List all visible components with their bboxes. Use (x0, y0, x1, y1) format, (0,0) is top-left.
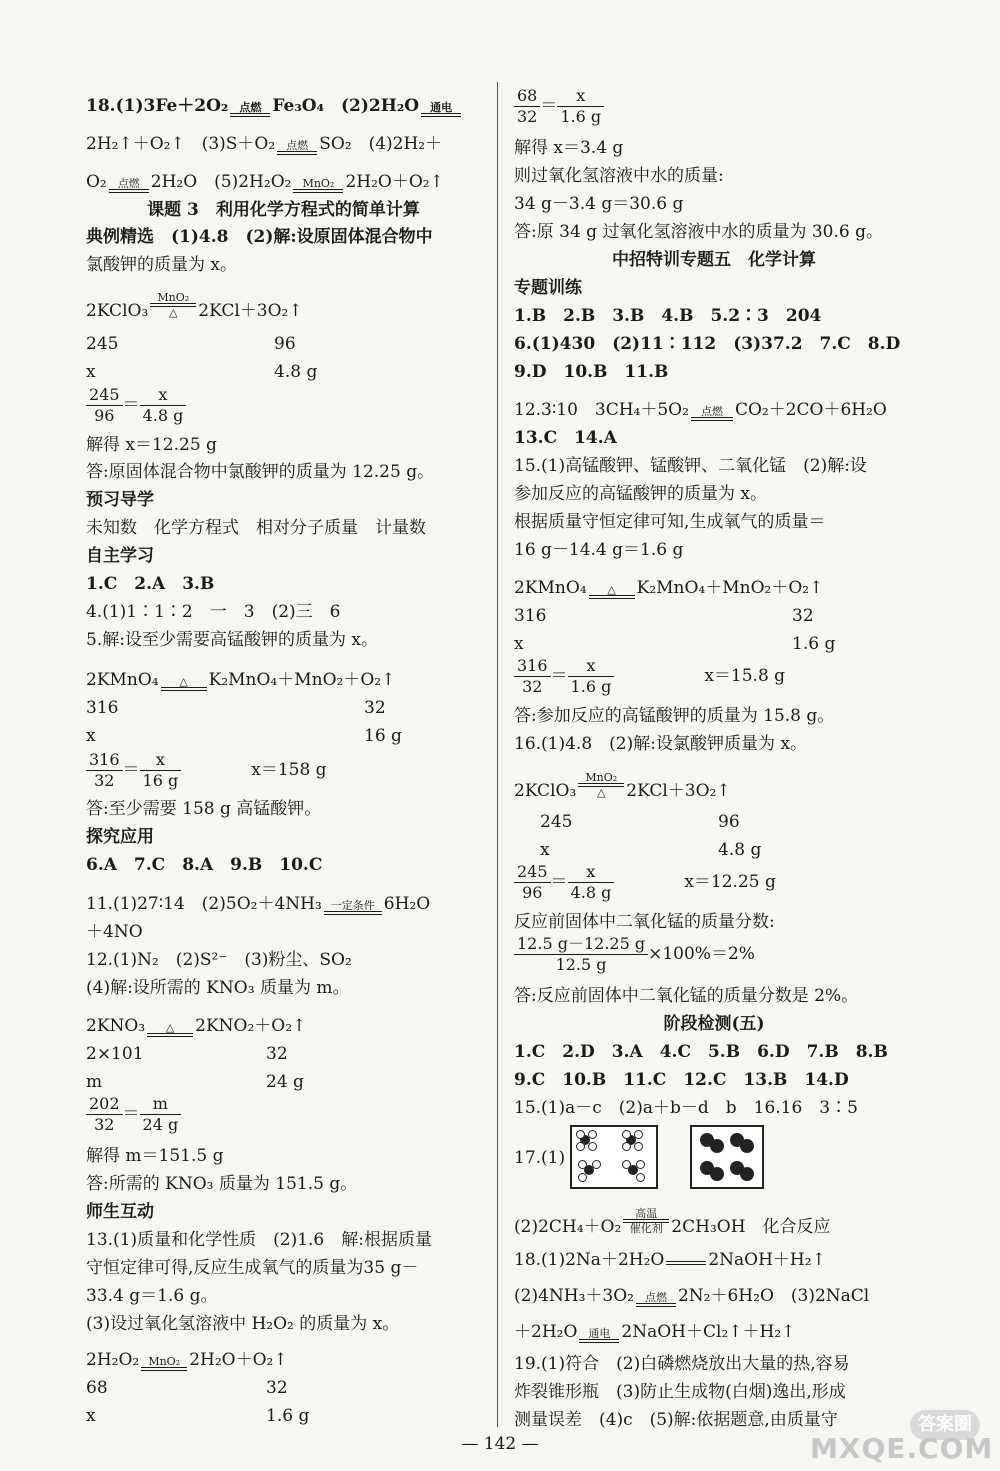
text: Fe₃O₄ (2)2H₂O (272, 96, 420, 116)
condition-bottom: △ (169, 306, 178, 319)
condition-top: 点燃 (117, 177, 140, 190)
ratio-right: 32 (266, 1378, 288, 1398)
atom-light (576, 1142, 585, 1151)
fraction (568, 862, 615, 903)
fraction (514, 862, 551, 903)
text-line: 则过氧化氢溶液中水的质量: (514, 166, 724, 186)
reaction-condition (141, 1356, 187, 1371)
condition-top: 通电 (588, 1327, 611, 1340)
result: x＝12.25 g (684, 872, 776, 892)
denominator: 32 (94, 1115, 115, 1134)
ratio-left: x (86, 362, 96, 382)
denominator: 1.6 g (560, 107, 602, 126)
text: CO₂＋2CO＋6H₂O (734, 400, 887, 420)
equals: ＝ (540, 96, 558, 116)
watermark-text: MXQE.COM (810, 1432, 994, 1465)
text: K₂MnO₄＋MnO₂＋O₂↑ (636, 578, 824, 598)
section-heading-training: 专题训练 (514, 278, 582, 298)
condition-top: 高温 (635, 1207, 658, 1220)
text-line: 34 g－3.4 g＝30.6 g (514, 194, 684, 214)
text: 2H₂↑＋O₂↑ (3)S＋O₂ (86, 134, 276, 154)
answer-line: 答:所需的 KNO₃ 质量为 151.5 g。 (86, 1174, 358, 1194)
example-line1 (86, 225, 433, 249)
ratio-left: x (540, 840, 550, 860)
answer-line: 答:至少需要 158 g 高锰酸钾。 (86, 799, 322, 819)
ratio-right: 32 (364, 698, 386, 718)
text: 2NaOH＋H₂↑ (708, 1250, 826, 1270)
reaction-condition (147, 1022, 193, 1037)
numerator: 68 (514, 86, 540, 107)
reaction-condition (666, 1261, 706, 1265)
reaction-condition (623, 1208, 669, 1234)
answer-13-line2: 守恒定律可得,反应生成氧气的质量为35 g－ (86, 1258, 419, 1278)
reaction-condition (150, 292, 196, 318)
reaction-condition (636, 1292, 676, 1307)
solve-line: 解得 x＝12.25 g (86, 435, 217, 455)
ratio-left: 316 (86, 698, 119, 718)
fraction (514, 86, 540, 127)
section-heading-interaction: 师生互动 (86, 1202, 154, 1222)
answer-12-4: (4)解:设所需的 KNO₃ 质量为 m。 (86, 978, 350, 998)
fraction (86, 750, 123, 791)
denominator: 24 g (142, 1115, 179, 1134)
numerator: x (568, 656, 615, 677)
condition-top: △ (607, 583, 616, 596)
answer-11-cont: ＋4NO (86, 922, 143, 942)
answers-6-8: 6.(1)430 (2)11∶112 (3)37.2 7.C 8.D (514, 334, 901, 354)
molecule-box-left (570, 1125, 658, 1189)
text: 2NaOH＋Cl₂↑＋H₂↑ (621, 1322, 796, 1342)
fraction (514, 656, 551, 697)
reaction-condition (578, 772, 624, 798)
atom-light (578, 1173, 587, 1182)
text: 2KNO₂＋O₂↑ (195, 1016, 307, 1036)
answers-9-11: 9.D 10.B 11.B (514, 362, 669, 382)
denominator: 96 (522, 883, 543, 902)
denominator: 4.8 g (570, 883, 612, 902)
answer-17-2 (514, 1208, 831, 1239)
text: 2KClO₃ (514, 781, 577, 801)
numerator: x (568, 862, 615, 883)
atom-light (622, 1142, 631, 1151)
solve-line: 解得 x＝3.4 g (514, 138, 624, 158)
equation-kclo3 (86, 292, 303, 323)
ratio-left: 245 (86, 334, 119, 354)
ratio-left: 245 (540, 812, 573, 832)
answers-15-16: 15.(1)a－c (2)a＋b－d b 16.16 3∶5 (514, 1098, 858, 1118)
ratio-left: 68 (86, 1378, 108, 1398)
text: 18.(1)2Na＋2H₂O (514, 1250, 665, 1270)
equals: ＝ (122, 760, 140, 780)
answer-19-line2: 炸裂锥形瓶 (3)防止生成物(白烟)逸出,形成 (514, 1382, 846, 1402)
answer-15-line4: 16 g－14.4 g＝1.6 g (514, 540, 684, 560)
fraction (86, 1094, 123, 1135)
ratio-right: 32 (266, 1044, 288, 1064)
denominator: 16 g (142, 771, 179, 790)
ratio-left: x (514, 634, 524, 654)
equation-h2o2 (86, 1348, 288, 1372)
condition-top: 点燃 (239, 101, 262, 114)
answer-19-line1: 19.(1)符合 (2)白磷燃烧放出大量的热,容易 (514, 1354, 850, 1374)
text: SO₂ (4)2H₂＋ (319, 134, 443, 154)
text: 6H₂O (383, 894, 431, 914)
reaction-condition (293, 178, 343, 193)
text: ＋2H₂O (514, 1322, 578, 1342)
result: ×100%＝2% (648, 944, 755, 964)
text: (2)4NH₃＋3O₂ (514, 1286, 634, 1306)
text: 2KCl＋3O₂↑ (198, 301, 303, 321)
condition-top: 点燃 (644, 1291, 667, 1304)
answer-4: 4.(1)1∶1∶2 一 3 (2)三 6 (86, 602, 341, 622)
section-heading-special5: 中招特训专题五 化学计算 (612, 250, 816, 270)
result: x＝158 g (251, 760, 327, 780)
ratio-left: 316 (514, 606, 547, 626)
answer-5: 5.解:设至少需要高锰酸钾的质量为 x。 (86, 630, 378, 650)
answers-13-14: 13.C 14.A (514, 428, 617, 448)
section-heading-explore: 探究应用 (86, 827, 154, 847)
numerator: x (557, 86, 604, 107)
condition-bottom: 催化剂 (629, 1222, 663, 1235)
answer-18-line2 (86, 132, 442, 156)
denominator: 32 (94, 771, 115, 790)
answer-18-2 (514, 1284, 869, 1308)
ratio-right: 4.8 g (274, 362, 318, 382)
equation-kno3 (86, 1014, 306, 1038)
atom-light (592, 1160, 601, 1169)
molecule-box-right (690, 1125, 764, 1189)
fraction (568, 656, 615, 697)
atom-light (636, 1160, 645, 1169)
answers-9-14: 9.C 10.B 11.C 12.C 13.B 14.D (514, 1070, 849, 1090)
text: 2H₂O (5)2H₂O₂ (150, 172, 292, 192)
answer-13-line4: (3)设过氧化氢溶液中 H₂O₂ 的质量为 x。 (86, 1314, 400, 1334)
condition-top: △ (165, 1021, 175, 1034)
ratio-left: 2×101 (86, 1044, 144, 1064)
fraction (140, 1094, 182, 1135)
equals: ＝ (122, 395, 140, 415)
reaction-condition (277, 140, 317, 155)
atom-light (588, 1130, 597, 1139)
watermark (800, 1410, 994, 1465)
condition-bottom: △ (597, 786, 606, 799)
section-heading-stage-test: 阶段检测(五) (663, 1014, 765, 1034)
text: 2H₂O₂ (86, 1350, 140, 1370)
ratio-left: x (86, 726, 96, 746)
text: 2KCl＋3O₂↑ (626, 781, 731, 801)
text: 2H₂O＋O₂↑ (345, 172, 444, 192)
atom-dark (710, 1139, 724, 1153)
watermark-logo: 答案圈 (910, 1410, 980, 1440)
answer-16: 16.(1)4.8 (2)解:设氯酸钾质量为 x。 (514, 734, 807, 754)
answer-line: 答:原 34 g 过氧化氢溶液中水的质量为 30.6 g。 (514, 222, 883, 242)
column-divider (497, 82, 498, 1427)
ratio-right: 24 g (266, 1072, 304, 1092)
fraction (557, 86, 604, 127)
reaction-condition (589, 584, 635, 599)
answer-18-line1 (86, 94, 463, 118)
numerator: 12.5 g－12.25 g (514, 934, 648, 955)
answer-line: 答:反应前固体中二氧化锰的质量分数是 2%。 (514, 986, 859, 1006)
condition-top: 点燃 (700, 405, 723, 418)
ratio-right: 96 (718, 812, 740, 832)
text: 典例精选 (1)4.8 (2)解:设原固体混合物中 (86, 227, 433, 247)
answer-18-line3 (86, 170, 444, 194)
answers-1-3: 1.C 2.A 3.B (86, 574, 215, 594)
reaction-condition (161, 676, 207, 691)
text: 2KClO₃ (86, 301, 149, 321)
atom-dark (710, 1167, 724, 1181)
preview-answers: 未知数 化学方程式 相对分子质量 计量数 (86, 518, 426, 538)
reaction-condition (421, 102, 461, 117)
atom-light (576, 1130, 585, 1139)
answer-18-1 (514, 1248, 826, 1272)
condition-top: MnO₂ (148, 1355, 181, 1368)
text: O₂ (86, 172, 107, 192)
equals: ＝ (550, 666, 568, 686)
text-line: 反应前固体中二氧化锰的质量分数: (514, 912, 775, 932)
fraction-line (514, 862, 776, 903)
condition-top: MnO₂ (302, 177, 335, 190)
condition-top: 一定条件 (330, 899, 375, 912)
condition-top: MnO₂ (585, 771, 618, 784)
ratio-right: 1.6 g (792, 634, 836, 654)
answer-19-line3: 测量误差 (4)c (5)解:依据题意,由质量守 (514, 1410, 838, 1430)
atom-light (622, 1130, 631, 1139)
answer-15-line2: 参加反应的高锰酸钾的质量为 x。 (514, 484, 767, 504)
fraction (86, 385, 123, 426)
numerator: 245 (514, 862, 551, 883)
condition-top: 点燃 (286, 139, 309, 152)
equals: ＝ (122, 1104, 140, 1124)
text: 2KMnO₄ (514, 578, 587, 598)
text: 2KNO₃ (86, 1016, 146, 1036)
equation-kclo3 (514, 772, 731, 803)
reaction-condition (579, 1328, 619, 1343)
ratio-right: 4.8 g (718, 840, 762, 860)
numerator: 245 (86, 385, 123, 406)
fraction-line (86, 750, 327, 791)
section-heading-self-study: 自主学习 (86, 546, 154, 566)
text: 2KMnO₄ (86, 670, 159, 690)
equals: ＝ (550, 872, 568, 892)
condition-top: MnO₂ (157, 291, 190, 304)
atom-light (634, 1130, 643, 1139)
fraction-line (514, 656, 785, 697)
numerator: x (140, 385, 187, 406)
page-number: — 142 — (461, 1434, 539, 1454)
numerator: 316 (86, 750, 123, 771)
answer-18-3 (514, 1320, 795, 1344)
text: (2)2CH₄＋O₂ (514, 1217, 622, 1237)
numerator: m (140, 1094, 182, 1115)
ratio-right: 16 g (364, 726, 402, 746)
section-heading-topic3: 课题 3 利用化学方程式的简单计算 (147, 200, 420, 220)
fraction-line (86, 385, 186, 426)
atom-light (636, 1173, 645, 1182)
reaction-condition (109, 178, 149, 193)
denominator: 32 (517, 107, 538, 126)
fraction (140, 750, 182, 791)
atom-light (578, 1160, 587, 1169)
atom-dark (740, 1167, 754, 1181)
answer-11 (86, 892, 430, 916)
section-heading-preview: 预习导学 (86, 490, 154, 510)
fraction-line (514, 86, 604, 127)
denominator: 4.8 g (142, 406, 184, 425)
text: 17.(1) (514, 1148, 566, 1168)
answer-12 (514, 398, 887, 422)
fraction-line (514, 934, 755, 975)
result: x＝15.8 g (704, 666, 786, 686)
reaction-condition (691, 406, 733, 421)
fraction (140, 385, 187, 426)
equation-kmno4 (514, 576, 823, 600)
text: K₂MnO₄＋MnO₂＋O₂↑ (208, 670, 396, 690)
answers-6-10: 6.A 7.C 8.A 9.B 10.C (86, 855, 323, 875)
answer-13-line3: 33.4 g＝1.6 g。 (86, 1286, 218, 1306)
text: 2CH₃OH 化合反应 (671, 1217, 831, 1237)
condition-top: 通电 (430, 101, 453, 114)
fraction-line (86, 1094, 181, 1135)
denominator: 96 (94, 406, 115, 425)
text: 12.3∶10 3CH₄＋5O₂ (514, 400, 689, 420)
reaction-condition (230, 102, 270, 117)
answer-line: 答:原固体混合物中氯酸钾的质量为 12.25 g。 (86, 462, 435, 482)
fraction (514, 934, 648, 975)
answer-13-line1: 13.(1)质量和化学性质 (2)1.6 解:根据质量 (86, 1230, 432, 1250)
text: 11.(1)27∶14 (2)5O₂＋4NH₃ (86, 894, 322, 914)
numerator: 202 (86, 1094, 123, 1115)
atom-light (588, 1142, 597, 1151)
numerator: 316 (514, 656, 551, 677)
denominator: 12.5 g (555, 955, 607, 974)
answer-line: 答:参加反应的高锰酸钾的质量为 15.8 g。 (514, 706, 835, 726)
reaction-condition (324, 900, 382, 915)
atom-light (622, 1160, 631, 1169)
text: 18.(1)3Fe＋2O₂ (86, 96, 229, 116)
atom-dark (740, 1139, 754, 1153)
equals-bar (666, 1261, 706, 1265)
solve-line: 解得 m＝151.5 g (86, 1146, 224, 1166)
text: 2H₂O＋O₂↑ (189, 1350, 288, 1370)
answer-12: 12.(1)N₂ (2)S²⁻ (3)粉尘、SO₂ (86, 950, 352, 970)
answers-1-5: 1.B 2.B 3.B 4.B 5.2∶3 204 (514, 306, 822, 326)
condition-top: △ (179, 675, 188, 688)
numerator: x (140, 750, 182, 771)
text: 2N₂＋6H₂O (3)2NaCl (677, 1286, 870, 1306)
answer-15-line1: 15.(1)高锰酸钾、锰酸钾、二氧化锰 (2)解:设 (514, 456, 867, 476)
answers-1-8: 1.C 2.D 3.A 4.C 5.B 6.D 7.B 8.B (514, 1042, 888, 1062)
ratio-right: 1.6 g (266, 1406, 310, 1426)
equation-kmno4 (86, 668, 395, 692)
ratio-right: 32 (792, 606, 814, 626)
denominator: 32 (522, 677, 543, 696)
denominator: 1.6 g (570, 677, 612, 696)
ratio-left: m (86, 1072, 103, 1092)
atom-light (634, 1142, 643, 1151)
ratio-right: 96 (274, 334, 296, 354)
example-line2: 氯酸钾的质量为 x。 (86, 255, 237, 275)
answer-15-line3: 根据质量守恒定律可知,生成氧气的质量＝ (514, 512, 826, 532)
ratio-left: x (86, 1406, 96, 1426)
